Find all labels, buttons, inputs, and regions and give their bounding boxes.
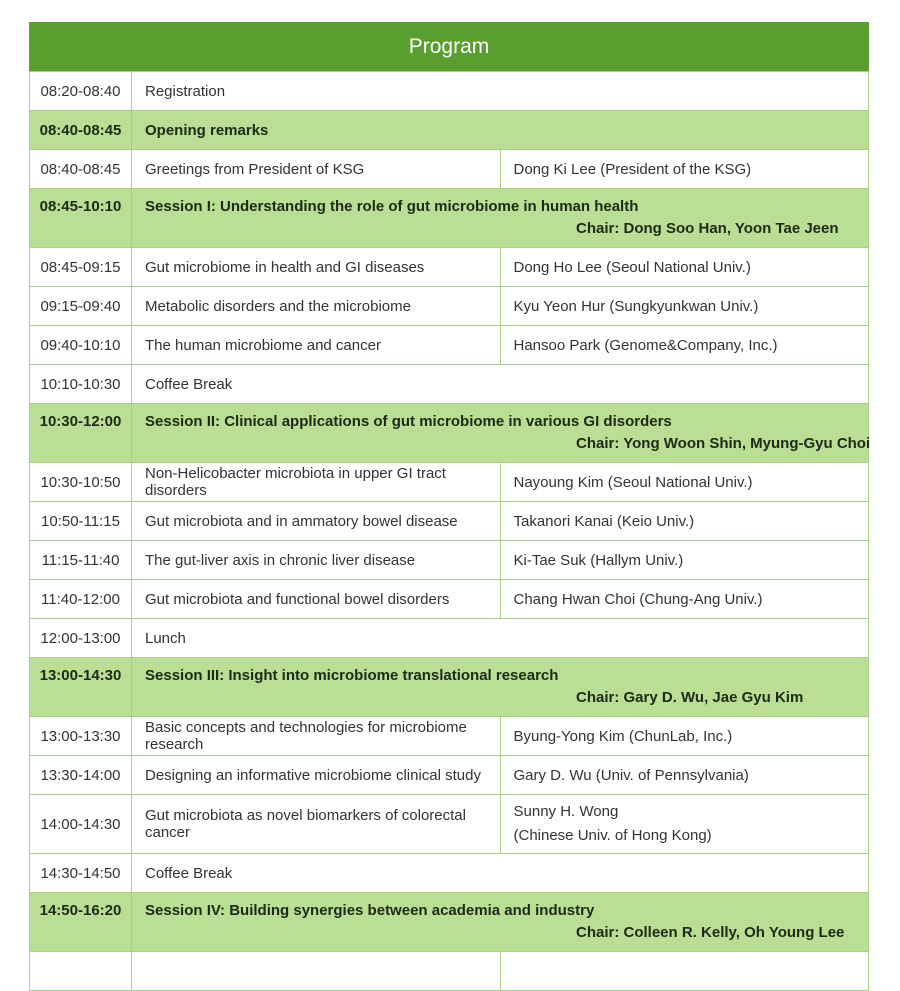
program-header: Program <box>29 22 869 71</box>
time-cell: 08:45-10:10 <box>30 189 132 248</box>
speaker-cell: Dong Ki Lee (President of the KSG) <box>500 150 869 189</box>
time-cell: 11:40-12:00 <box>30 580 132 619</box>
talk-title: Gut microbiota and in ammatory bowel disease <box>132 502 501 541</box>
event-title: Coffee Break <box>132 854 869 893</box>
session-chair: Chair: Colleen R. Kelly, Oh Young Lee <box>576 924 845 941</box>
talk-title: The gut-liver axis in chronic liver disease <box>132 541 501 580</box>
table-row <box>30 619 869 658</box>
session-chair: Chair: Dong Soo Han, Yoon Tae Jeen <box>576 220 839 237</box>
session-chair: Chair: Yong Woon Shin, Myung-Gyu Choi <box>576 435 871 452</box>
speaker-cell <box>500 952 869 991</box>
table-row <box>30 717 869 756</box>
speaker-cell: Nayoung Kim (Seoul National Univ.) <box>500 463 869 502</box>
table-row <box>30 404 869 463</box>
program-table <box>29 71 869 991</box>
session-title: Session II: Clinical applications of gut microbiome in various GI disorders <box>145 413 672 430</box>
table-row <box>30 287 869 326</box>
event-title: Coffee Break <box>132 365 869 404</box>
session-title: Session IV: Building synergies between academia and industry <box>145 902 595 919</box>
time-cell <box>30 952 132 991</box>
time-cell: 13:30-14:00 <box>30 756 132 795</box>
event-title: Registration <box>132 72 869 111</box>
table-row <box>30 952 869 991</box>
session-cell <box>132 658 869 717</box>
speaker-cell: Dong Ho Lee (Seoul National Univ.) <box>500 248 869 287</box>
time-cell: 09:15-09:40 <box>30 287 132 326</box>
talk-title: Non-Helicobacter microbiota in upper GI tract disorders <box>132 463 501 502</box>
table-row <box>30 854 869 893</box>
table-row <box>30 365 869 404</box>
session-cell <box>132 404 869 463</box>
talk-title: Gut microbiome in health and GI diseases <box>132 248 501 287</box>
time-cell: 10:30-10:50 <box>30 463 132 502</box>
talk-title: Designing an informative microbiome clinical study <box>132 756 501 795</box>
time-cell: 13:00-13:30 <box>30 717 132 756</box>
time-cell: 14:30-14:50 <box>30 854 132 893</box>
table-row <box>30 541 869 580</box>
talk-title: Basic concepts and technologies for microbiome research <box>132 717 501 756</box>
speaker-name: Sunny H. Wong <box>513 803 619 820</box>
event-title: Lunch <box>132 619 869 658</box>
time-cell: 14:50-16:20 <box>30 893 132 952</box>
table-row <box>30 502 869 541</box>
session-title: Opening remarks <box>132 111 869 150</box>
speaker-cell: Hansoo Park (Genome&Company, Inc.) <box>500 326 869 365</box>
table-row <box>30 658 869 717</box>
talk-title: Gut microbiota as novel biomarkers of colorectal cancer <box>132 795 501 854</box>
speaker-cell: Chang Hwan Choi (Chung-Ang Univ.) <box>500 580 869 619</box>
speaker-cell: Kyu Yeon Hur (Sungkyunkwan Univ.) <box>500 287 869 326</box>
table-row <box>30 795 869 854</box>
table-row <box>30 248 869 287</box>
speaker-cell: Gary D. Wu (Univ. of Pennsylvania) <box>500 756 869 795</box>
time-cell: 08:20-08:40 <box>30 72 132 111</box>
talk-title: The human microbiome and cancer <box>132 326 501 365</box>
session-chair: Chair: Gary D. Wu, Jae Gyu Kim <box>576 689 804 706</box>
time-cell: 08:40-08:45 <box>30 150 132 189</box>
time-cell: 08:45-09:15 <box>30 248 132 287</box>
time-cell: 11:15-11:40 <box>30 541 132 580</box>
speaker-cell: Byung-Yong Kim (ChunLab, Inc.) <box>500 717 869 756</box>
time-cell: 12:00-13:00 <box>30 619 132 658</box>
speaker-cell <box>500 795 869 854</box>
talk-title: Greetings from President of KSG <box>132 150 501 189</box>
table-row <box>30 72 869 111</box>
speaker-affiliation: (Chinese Univ. of Hong Kong) <box>513 827 712 844</box>
table-row <box>30 326 869 365</box>
talk-title <box>132 952 501 991</box>
time-cell: 13:00-14:30 <box>30 658 132 717</box>
session-title: Session I: Understanding the role of gut microbiome in human health <box>145 198 639 215</box>
time-cell: 10:30-12:00 <box>30 404 132 463</box>
table-row <box>30 893 869 952</box>
table-row <box>30 756 869 795</box>
time-cell: 10:50-11:15 <box>30 502 132 541</box>
talk-title: Gut microbiota and functional bowel disorders <box>132 580 501 619</box>
session-title: Session III: Insight into microbiome translational research <box>145 667 559 684</box>
table-row <box>30 189 869 248</box>
table-row <box>30 580 869 619</box>
time-cell: 09:40-10:10 <box>30 326 132 365</box>
time-cell: 10:10-10:30 <box>30 365 132 404</box>
table-row <box>30 463 869 502</box>
session-cell <box>132 189 869 248</box>
speaker-cell: Ki-Tae Suk (Hallym Univ.) <box>500 541 869 580</box>
time-cell: 08:40-08:45 <box>30 111 132 150</box>
talk-title: Metabolic disorders and the microbiome <box>132 287 501 326</box>
table-row <box>30 150 869 189</box>
program-table-container <box>29 22 869 991</box>
session-cell <box>132 893 869 952</box>
table-row <box>30 111 869 150</box>
time-cell: 14:00-14:30 <box>30 795 132 854</box>
speaker-cell: Takanori Kanai (Keio Univ.) <box>500 502 869 541</box>
